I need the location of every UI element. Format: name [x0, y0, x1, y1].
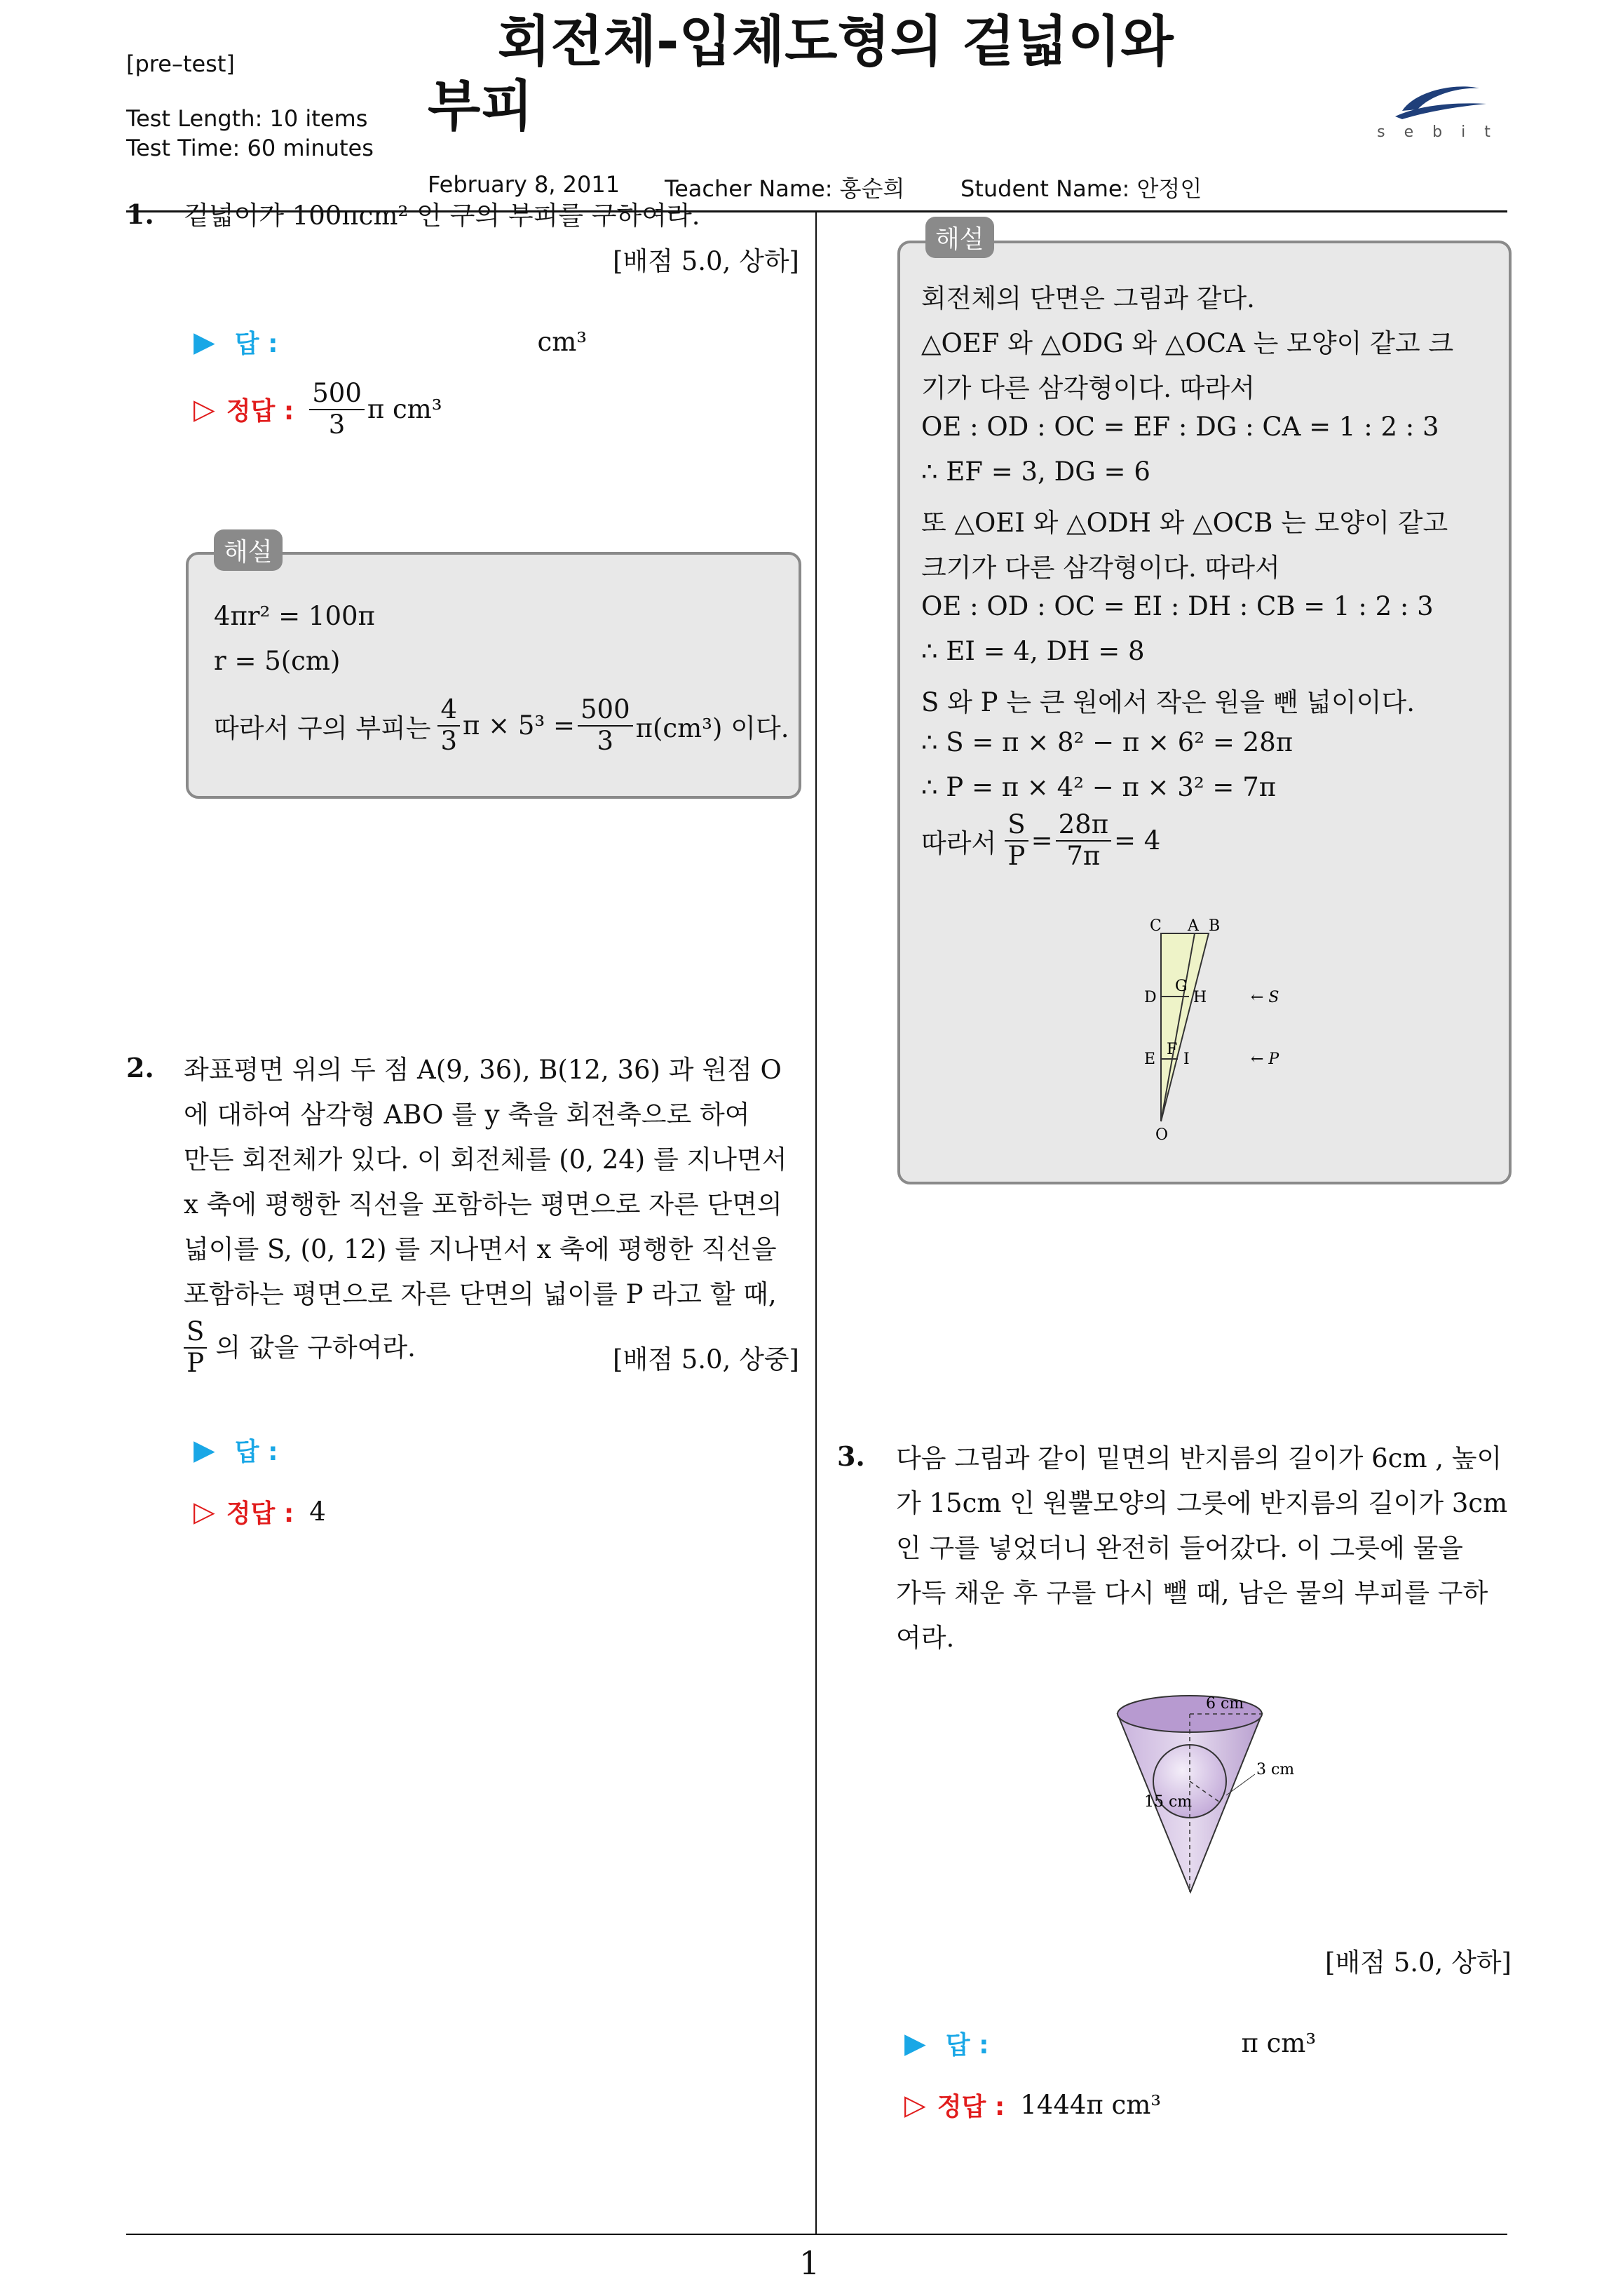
fig-label-p: ← P [1251, 1051, 1279, 1068]
q1-answer-label: 답 : [234, 330, 278, 358]
fig-label-d: D [1144, 989, 1157, 1006]
q2-sol-line-5: ∴ EF = 3, DG = 6 [921, 457, 1150, 487]
q3-correct-row [904, 2087, 1161, 2123]
q1-correct-row [193, 379, 442, 440]
q3-answer-unit: π cm³ [1241, 2028, 1317, 2058]
correct-triangle-icon: ▷ [193, 1495, 215, 1528]
test-length: Test Length: 10 items [126, 105, 368, 132]
title-line-2: 부피 [428, 75, 534, 138]
q3-answer-row [904, 2025, 1316, 2061]
q3-fig-3cm: 3 cm [1256, 1761, 1295, 1778]
q2-number: 2. [126, 1052, 154, 1083]
q2-correct-value: 4 [309, 1497, 326, 1527]
q2-sol-line-13: 따라서 $\frac{S}{P}$ = $\frac{28\pi}{7\pi}$ = 4 [921, 809, 1161, 871]
q2-cross-section-figure [1111, 917, 1349, 1176]
q2-answer-label: 답 : [234, 1438, 278, 1466]
q2-sol-line-6: 또 △OEI 와 △ODH 와 △OCB 는 모양이 같고 [921, 508, 1448, 538]
q2-correct-row [193, 1494, 326, 1529]
fig-label-e: E [1144, 1051, 1156, 1068]
q2-sol-line-4: OE : OD : OC = EF : DG : CA = 1 : 2 : 3 [921, 412, 1439, 442]
q2-solution-tab: 해설 [925, 217, 994, 258]
q2-sol-line-8: OE : OD : OC = EI : DH : CB = 1 : 2 : 3 [921, 591, 1434, 621]
footer-rule [126, 2234, 1507, 2235]
fig-label-b: B [1209, 917, 1221, 935]
correct-triangle-icon: ▷ [193, 393, 215, 426]
fig-label-o: O [1155, 1126, 1169, 1144]
logo-text: s e b i t [1377, 123, 1498, 141]
q1-correct-frac: $\frac{500}{3}$ [309, 379, 365, 440]
q2-sol-line-3: 기가 다른 삼각형이다. 따라서 [921, 373, 1255, 403]
q2-sol-line-12: ∴ P = π × 4² − π × 3² = 7π [921, 772, 1277, 802]
fig-label-f: F [1167, 1041, 1178, 1058]
q2-sol-line-9: ∴ EI = 4, DH = 8 [921, 636, 1145, 666]
test-time: Test Time: 60 minutes [126, 135, 374, 161]
title-line-1: 회전체-입체도형의 겉넓이와 [498, 11, 1174, 74]
column-divider [815, 210, 817, 2234]
q2-sol-line-1: 회전체의 단면은 그림과 같다. [921, 283, 1255, 313]
q1-answer-unit: cm³ [537, 327, 588, 357]
student-name: Student Name: 안정인 [960, 175, 1202, 202]
q3-number: 3. [837, 1440, 865, 1472]
q1-number: 1. [126, 198, 154, 230]
q2-sol-line-10: S 와 P 는 큰 원에서 작은 원을 뺀 넓이이다. [921, 687, 1415, 717]
q1-text: 겉넓이가 100πcm² 인 구의 부피를 구하여라. [184, 201, 700, 231]
q3-text: 다음 그림과 같이 밑면의 반지름의 길이가 6cm , 높이 가 15cm 인 원뿔모양의 그릇에 반지름의 길이가 3cm 인 구를 넣었더니 완전히 들어갔다. 이 그릇에 물을 가득 채운 후 구를 다시 뺄 때, 남은 물의 부피를 구하 여라. [896, 1443, 1508, 1653]
answer-triangle-icon: ▶ [193, 1433, 215, 1466]
q1-correct-label: 정답 : [226, 397, 294, 426]
q2-text: 좌표평면 위의 두 점 A(9, 36), B(12, 36) 과 원점 O 에 대하여 삼각형 ABO 를 y 축을 회전축으로 하여 만든 회전체가 있다. 이 회전체를 (0, 24) 를 지나면서 x 축에 평행한 직선을 포함하는 평면으로 자른 단면의 넓이를 S, (0, 12) 를 지나면서 x 축에 평행한 직선을 포함하는 평면으로 자른 단면의 넓이를 P 라고 할 때, $\frac{S}{P}$ 의 값을 구하여라. [184, 1055, 787, 1378]
q2-solution-box [897, 225, 1512, 1184]
q2-sol-line-2: △OEF 와 △ODG 와 △OCA 는 모양이 같고 크 [921, 328, 1454, 358]
teacher-name: Teacher Name: 홍순희 [665, 175, 905, 202]
sebit-logo [1374, 83, 1500, 146]
fig-label-s: ← S [1251, 989, 1279, 1006]
q3-fig-15cm: 15 cm [1144, 1793, 1193, 1811]
fig-label-g: G [1175, 978, 1188, 995]
q3-cone-figure [1108, 1683, 1318, 1907]
fig-label-h: H [1193, 989, 1207, 1006]
q3-fig-6cm: 6 cm [1206, 1695, 1244, 1713]
pretest-label: [pre–test] [126, 50, 235, 77]
q2-correct-label: 정답 : [226, 1499, 294, 1528]
q3-points: [배점 5.0, 상하] [1325, 1947, 1512, 1978]
q3-correct-label: 정답 : [937, 2093, 1005, 2121]
fig-label-a: A [1188, 917, 1199, 935]
q3-correct-value: 1444π cm³ [1020, 2090, 1162, 2120]
q1-sol-line-3: 따라서 구의 부피는 $\frac{4}{3}$ π × 5³ = $\frac{500}{3}$ π(cm³) 이다. [214, 694, 789, 756]
q1-points: [배점 5.0, 상하] [613, 246, 799, 276]
q2-answer-row [193, 1432, 278, 1468]
fig-label-c: C [1150, 917, 1162, 935]
date: February 8, 2011 [428, 171, 620, 198]
q3-answer-label: 답 : [945, 2031, 989, 2060]
answer-triangle-icon: ▶ [904, 2027, 926, 2060]
answer-triangle-icon: ▶ [193, 325, 215, 358]
q2-sol-line-7: 크기가 다른 삼각형이다. 따라서 [921, 553, 1280, 583]
q1-answer-row [193, 324, 587, 360]
q1-sol-line-2: r = 5(cm) [214, 646, 341, 676]
q2-sol-line-11: ∴ S = π × 8² − π × 6² = 28π [921, 727, 1293, 757]
page-title [428, 10, 1174, 139]
q1-correct-suffix: π cm³ [367, 394, 442, 425]
q1-sol-line-1: 4πr² = 100π [214, 601, 375, 631]
fig-label-i: I [1183, 1051, 1190, 1068]
page-number: 1 [799, 2244, 820, 2282]
logo-swoosh-icon [1374, 83, 1500, 125]
correct-triangle-icon: ▷ [904, 2088, 926, 2121]
q2-points: [배점 5.0, 상중] [613, 1344, 799, 1375]
q1-solution-box [186, 538, 801, 799]
q1-solution-tab: 해설 [214, 529, 283, 571]
